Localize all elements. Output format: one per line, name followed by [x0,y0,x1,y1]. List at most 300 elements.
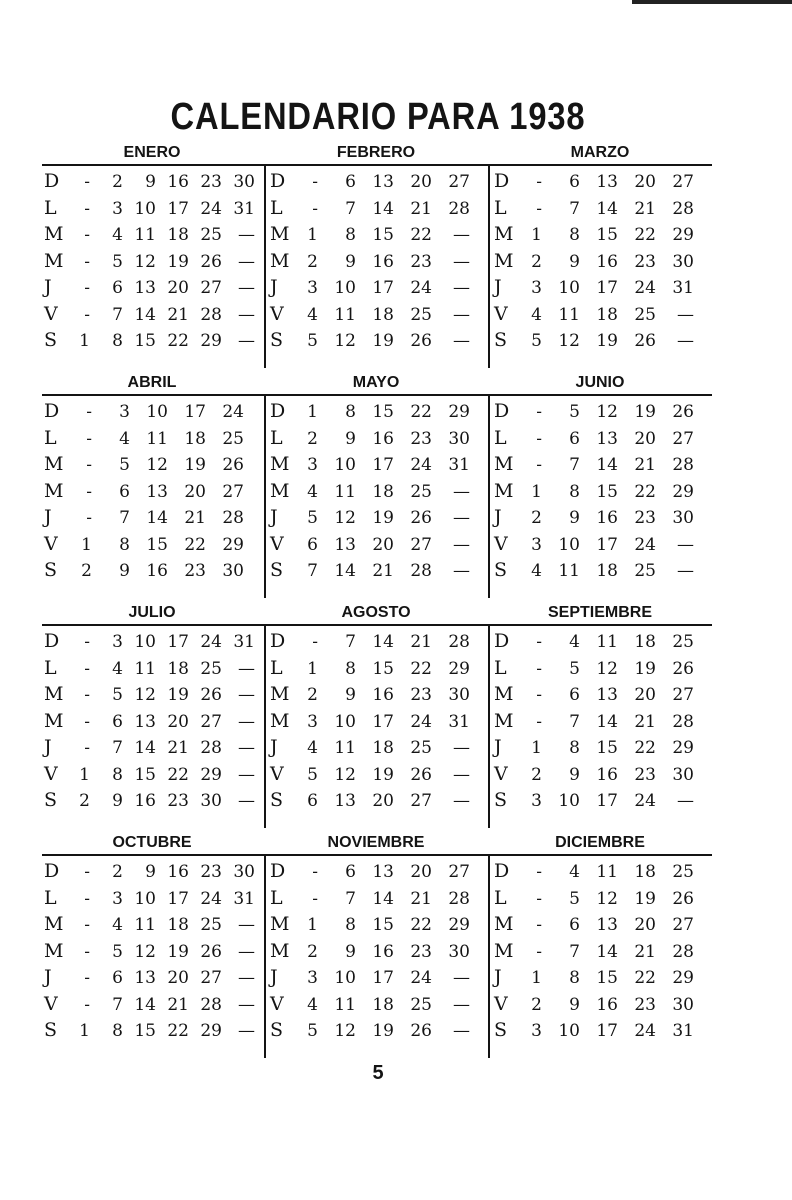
weekday-letter: M [494,939,514,962]
day-cell: 9 [112,791,123,811]
day-cell: 5 [307,508,318,528]
weekday-letter: M [494,913,514,935]
month-headers [42,370,712,394]
day-cell: - [312,888,318,909]
day-cell: - [86,455,92,475]
day-cell: 1 [79,331,90,351]
week-row [42,502,264,529]
day-cell: 1 [79,1021,90,1041]
day-cell: 3 [307,968,318,988]
page-number: 5 [372,1062,384,1084]
day-cell: 22 [634,968,656,988]
day-cell: 27 [222,481,244,502]
day-cell: 23 [634,508,656,528]
weekday-letter: L [494,656,507,679]
day-cell: 6 [112,968,123,988]
week-row [42,423,264,450]
weekday-letter: S [44,1019,58,1041]
weekday-letter: L [44,886,57,909]
day-cell: 12 [334,764,356,785]
day-cell: 17 [372,455,394,475]
day-cell: 1 [79,764,90,785]
day-cell: 14 [372,632,394,652]
day-cell: 1 [531,225,542,245]
weekday-letter: S [270,559,284,581]
day-cell: 22 [167,764,189,785]
day-cell: - [536,455,542,475]
day-cell: 20 [167,711,189,732]
quarter-block [42,830,712,1060]
day-cell: 15 [596,225,618,245]
day-cell: 24 [222,402,244,422]
weekday-letter: J [494,276,502,298]
weekday-letter: V [494,302,508,325]
day-cell: — [453,304,470,325]
day-cell: 18 [634,632,656,652]
day-cell: 1 [307,915,318,935]
weekday-letter: D [44,400,60,422]
day-cell: 26 [222,455,244,475]
day-cell: 28 [672,941,694,962]
day-cell: 25 [222,428,244,449]
month-days [268,396,490,600]
day-cell: 14 [146,508,168,528]
day-cell: 6 [112,278,123,298]
day-cell: 5 [112,941,123,962]
day-cell: 15 [372,658,394,679]
week-row [268,856,490,883]
month-name: MAYO [352,374,400,391]
day-cell: 26 [410,764,432,785]
weekday-letter: L [270,656,283,679]
day-cell: 2 [307,251,318,272]
day-cell: 11 [596,862,618,882]
weekday-letter: D [494,630,510,652]
day-cell: — [453,278,470,298]
day-cell: 14 [596,711,618,732]
day-cell: 30 [222,561,244,581]
weekday-letter: J [44,966,52,988]
day-cell: 29 [448,915,470,935]
day-cell: 14 [372,888,394,909]
weekday-letter: V [44,762,58,785]
day-cell: 21 [634,711,656,732]
day-cell: 28 [448,198,470,219]
week-row [492,883,714,910]
week-row [42,909,264,936]
week-row [42,476,264,503]
day-cell: — [677,304,694,325]
weekday-letter: S [270,329,284,351]
day-cell: 11 [334,304,356,325]
day-cell: 7 [112,304,123,325]
day-cell: 25 [672,632,694,652]
month-name: MARZO [570,144,630,161]
day-cell: - [312,632,318,652]
day-cell: 8 [569,225,580,245]
day-cell: 9 [569,508,580,528]
day-cell: 23 [410,428,432,449]
day-cell: 27 [672,428,694,449]
day-cell: 15 [134,1021,156,1041]
weekday-letter: V [270,762,284,785]
day-cell: 23 [410,941,432,962]
week-row [492,706,714,733]
day-cell: 14 [372,198,394,219]
day-cell: 24 [200,888,222,909]
week-row [268,246,490,273]
day-cell: 1 [307,225,318,245]
weekday-letter: V [494,992,508,1015]
weekday-letter: S [270,789,284,811]
day-cell: 4 [307,994,318,1015]
day-cell: 12 [596,888,618,909]
week-row [492,1015,714,1042]
day-cell: 20 [410,862,432,882]
week-row [42,396,264,423]
week-row [268,759,490,786]
quarter-block [42,370,712,600]
day-cell: 16 [596,994,618,1015]
day-cell: 2 [531,251,542,272]
day-cell: 26 [634,331,656,351]
day-cell: 6 [345,172,356,192]
day-cell: — [238,304,255,325]
day-cell: 20 [634,172,656,192]
day-cell: 29 [200,764,222,785]
day-cell: 6 [307,791,318,811]
week-row [268,555,490,582]
day-cell: 15 [372,225,394,245]
day-cell: — [453,225,470,245]
month-headers [42,140,712,164]
month-days [42,856,264,1060]
day-cell: 19 [167,941,189,962]
day-cell: 7 [345,198,356,219]
day-cell: 11 [134,658,156,679]
week-row [268,166,490,193]
day-cell: 30 [448,685,470,705]
day-cell: 25 [410,738,432,758]
day-cell: 3 [307,455,318,475]
week-row [42,679,264,706]
day-cell: 20 [410,172,432,192]
month-days [268,856,490,1060]
day-cell: - [84,658,90,679]
day-cell: — [453,968,470,988]
day-cell: — [238,225,255,245]
day-cell: 4 [569,632,580,652]
day-cell: 9 [119,561,130,581]
day-cell: 13 [372,172,394,192]
day-cell: 5 [307,1021,318,1041]
day-cell: 10 [334,711,356,732]
week-row [268,706,490,733]
day-cell: 16 [596,508,618,528]
week-row [42,555,264,582]
month-days [492,626,714,830]
week-row [492,449,714,476]
week-row [42,219,264,246]
day-cell: — [238,1021,255,1041]
day-cell: 13 [334,534,356,555]
day-cell: - [536,402,542,422]
day-cell: — [238,941,255,962]
day-cell: 2 [81,561,92,581]
weekday-letter: L [44,426,57,449]
day-cell: 15 [596,738,618,758]
day-cell: 7 [569,711,580,732]
weekday-letter: D [494,170,510,192]
day-cell: 4 [119,428,130,449]
month-name: OCTUBRE [112,834,192,851]
week-row [268,936,490,963]
day-cell: - [536,941,542,962]
month-headers [42,600,712,624]
day-cell: 17 [184,402,206,422]
day-cell: 30 [233,862,255,882]
day-cell: — [238,711,255,732]
day-cell: 21 [634,455,656,475]
day-cell: - [536,711,542,732]
day-cell: 17 [167,888,189,909]
day-cell: 20 [634,428,656,449]
day-cell: 19 [634,658,656,679]
week-row [492,555,714,582]
day-cell: 4 [112,658,123,679]
day-cell: 3 [112,198,123,219]
month-grid [42,166,712,370]
day-cell: - [536,888,542,909]
weekday-letter: M [270,939,290,962]
day-cell: - [84,198,90,219]
day-cell: 21 [410,632,432,652]
weekday-letter: L [44,196,57,219]
day-cell: 27 [200,968,222,988]
week-row [268,299,490,326]
week-row [492,529,714,556]
week-row [492,856,714,883]
month-name: ABRIL [127,374,177,391]
day-cell: 9 [569,251,580,272]
day-cell: 8 [345,915,356,935]
weekday-letter: M [44,913,64,935]
month-days [268,626,490,830]
weekday-letter: S [494,559,508,581]
day-cell: - [84,968,90,988]
day-cell: 14 [596,941,618,962]
day-cell: - [536,172,542,192]
day-cell: — [453,561,470,581]
day-cell: 24 [200,632,222,652]
year-calendar [42,140,712,1060]
day-cell: 5 [307,331,318,351]
day-cell: 28 [200,994,222,1015]
day-cell: 10 [558,278,580,298]
day-cell: 22 [634,225,656,245]
day-cell: 7 [345,888,356,909]
day-cell: 4 [569,862,580,882]
day-cell: 4 [307,304,318,325]
day-cell: 6 [569,428,580,449]
month-days [492,856,714,1060]
week-row [268,396,490,423]
day-cell: 31 [448,455,470,475]
day-cell: 20 [167,278,189,298]
day-cell: 9 [345,251,356,272]
day-cell: 23 [634,764,656,785]
day-cell: — [453,1021,470,1041]
day-cell: — [677,331,694,351]
quarter-block [42,140,712,370]
day-cell: 23 [184,561,206,581]
week-row [492,502,714,529]
day-cell: 4 [112,225,123,245]
weekday-letter: J [494,966,502,988]
day-cell: 10 [558,791,580,811]
day-cell: 2 [307,428,318,449]
weekday-letter: D [494,400,510,422]
day-cell: 20 [634,685,656,705]
day-cell: 18 [596,304,618,325]
day-cell: 11 [334,994,356,1015]
day-cell: 19 [372,764,394,785]
day-cell: 25 [634,304,656,325]
day-cell: - [84,172,90,192]
day-cell: - [312,862,318,882]
day-cell: 25 [200,658,222,679]
day-cell: 29 [448,402,470,422]
day-cell: 29 [200,1021,222,1041]
day-cell: 9 [569,994,580,1015]
day-cell: 20 [184,481,206,502]
week-row [42,989,264,1016]
weekday-letter: J [270,506,278,528]
day-cell: - [312,172,318,192]
day-cell: — [238,764,255,785]
day-cell: 22 [410,402,432,422]
day-cell: 10 [334,278,356,298]
day-cell: 27 [672,915,694,935]
day-cell: 23 [410,251,432,272]
weekday-letter: J [44,736,52,758]
weekday-letter: M [494,709,514,732]
week-row [42,626,264,653]
day-cell: 21 [410,888,432,909]
day-cell: 14 [334,561,356,581]
day-cell: 4 [307,481,318,502]
day-cell: 16 [596,764,618,785]
day-cell: 18 [167,915,189,935]
day-cell: 24 [410,968,432,988]
day-cell: 27 [410,534,432,555]
week-row [42,272,264,299]
day-cell: 27 [672,685,694,705]
day-cell: 16 [146,561,168,581]
day-cell: 2 [307,941,318,962]
week-row [268,962,490,989]
day-cell: — [453,764,470,785]
day-cell: 27 [672,172,694,192]
day-cell: 15 [372,915,394,935]
day-cell: 10 [558,534,580,555]
week-row [42,299,264,326]
weekday-letter: J [270,966,278,988]
day-cell: 16 [372,251,394,272]
day-cell: 22 [167,331,189,351]
day-cell: 2 [531,764,542,785]
day-cell: 4 [112,915,123,935]
day-cell: 5 [531,331,542,351]
column-divider [264,396,266,598]
day-cell: 4 [531,304,542,325]
day-cell: 31 [672,1021,694,1041]
day-cell: 23 [200,862,222,882]
weekday-letter: M [44,709,64,732]
weekday-letter: D [44,860,60,882]
day-cell: 31 [233,198,255,219]
week-row [42,529,264,556]
day-cell: 2 [112,172,123,192]
day-cell: 29 [672,481,694,502]
day-cell: 2 [79,791,90,811]
day-cell: 24 [200,198,222,219]
day-cell: 16 [596,251,618,272]
day-cell: 11 [134,225,156,245]
day-cell: 21 [167,304,189,325]
day-cell: 19 [184,455,206,475]
day-cell: 12 [334,1021,356,1041]
day-cell: 5 [569,658,580,679]
day-cell: - [536,915,542,935]
weekday-letter: M [270,683,290,705]
month-headers [42,830,712,854]
week-row [492,299,714,326]
day-cell: 16 [134,791,156,811]
day-cell: 7 [112,738,123,758]
day-cell: — [238,915,255,935]
week-row [42,759,264,786]
week-row [268,502,490,529]
week-row [268,679,490,706]
month-days [42,626,264,830]
day-cell: 3 [531,1021,542,1041]
day-cell: 2 [531,994,542,1015]
weekday-letter: M [44,683,64,705]
weekday-letter: M [494,223,514,245]
day-cell: 21 [184,508,206,528]
day-cell: 7 [569,198,580,219]
day-cell: 8 [345,658,356,679]
day-cell: 19 [634,888,656,909]
day-cell: 29 [448,658,470,679]
day-cell: — [453,331,470,351]
day-cell: - [84,225,90,245]
month-grid [42,396,712,600]
day-cell: 6 [307,534,318,555]
day-cell: - [536,685,542,705]
week-row [42,785,264,812]
day-cell: 22 [634,481,656,502]
day-cell: 18 [167,658,189,679]
day-cell: 12 [146,455,168,475]
day-cell: 30 [672,764,694,785]
week-row [492,936,714,963]
week-row [268,193,490,220]
day-cell: 19 [372,508,394,528]
day-cell: 10 [134,198,156,219]
day-cell: — [453,534,470,555]
